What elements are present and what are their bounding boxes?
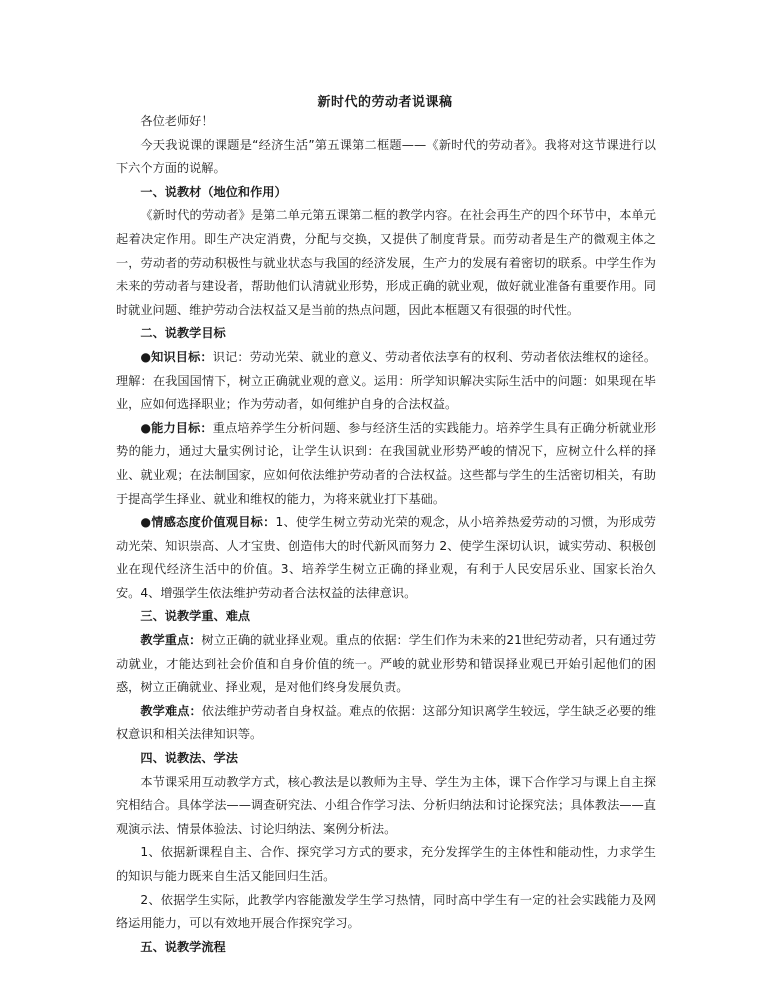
knowledge-objective-paragraph (116, 346, 656, 417)
textbook-paragraph: 《新时代的劳动者》是第二单元第五课第二框的教学内容。在社会再生产的四个环节中，本单元起着决定作用。即生产决定消费，分配与交换，又提供了制度背景。而劳动者是生产的微观主体之一，劳动者的劳动积极性与就业状态与我国的经济发展，生产力的发展有着密切的联系。中学生作为未来的劳动者与建设者，帮助他们认清就业形势，形成正确的就业观，做好就业准备有重要作用。同时就业问题、维护劳动合法权益又是当前的热点问题，因此本框题又有很强的时代性。 (116, 208, 656, 317)
key-point-label: 教学重点： (140, 633, 202, 648)
key-point-paragraph (116, 629, 656, 700)
methods-basis-1: 1、依据新课程自主、合作、探究学习方式的要求，充分发挥学生的主体性和能动性，力求学生的知识与能力既来自生活又能回归生活。 (116, 845, 656, 883)
section-heading-process: 五、说教学流程 (140, 939, 226, 954)
section-heading-textbook: 一、说教材（地位和作用） (140, 184, 287, 199)
values-objective-label: ●情感态度价值观目标： (140, 515, 276, 530)
difficulty-text: 依法维护劳动者自身权益。难点的依据：这部分知识离学生较远，学生缺乏必要的维权意识和相关法律知识等。 (116, 703, 657, 742)
values-objective-text: 1、使学生树立劳动光荣的观念，从小培养热爱劳动的习惯，为形成劳动光荣、知识崇高、人才宝贵、创造伟大的时代新风而努力 2、使学生深切认识，诚实劳动、积极创业在现代经济生活中的价值。3、培养学生树立正确的择业观，有利于人民安居乐业、国家长治久安。4、增强学生依法维护劳动者合法权益的法律意识。 (116, 515, 656, 600)
difficulty-label: 教学难点： (140, 703, 202, 718)
methods-basis-2: 2、依据学生实际，此教学内容能激发学生学习热情，同时高中学生有一定的社会实践能力及网络运用能力，可以有效地开展合作探究学习。 (116, 892, 656, 931)
knowledge-objective-text: 识记：劳动光荣、就业的意义、劳动者依法享有的权利、劳动者依法维权的途径。理解：在我国国情下，树立正确就业观的意义。运用：所学知识解决实际生活中的问题：如果现在毕业，应如何选择职业；作为劳动者，如何维护自身的合法权益。 (116, 349, 657, 412)
page-title: 新时代的劳动者说课稿 (317, 95, 453, 110)
ability-objective-label: ●能力目标： (140, 420, 213, 435)
document-body (116, 110, 656, 959)
section-heading-methods: 四、说教法、学法 (140, 751, 238, 766)
values-objective-paragraph (116, 511, 656, 605)
intro-paragraph: 今天我说课的课题是“经济生活”第五课第二框题——《新时代的劳动者》。我将对这节课进行以下六个方面的说解。 (116, 137, 656, 176)
methods-paragraph: 本节课采用互动教学方式，核心教法是以教师为主导、学生为主体，课下合作学习与课上自主探究相结合。具体学法——调查研究法、小组合作学习法、分析归纳法和讨论探究法；具体教法——直观演示法、情景体验法、讨论归纳法、案例分析法。 (116, 774, 656, 836)
knowledge-objective-label: ●知识目标： (140, 349, 213, 364)
key-point-text: 树立正确的就业择业观。重点的依据：学生们作为未来的21世纪劳动者，只有通过劳动就业，才能达到社会价值和自身价值的统一。严峻的就业形势和错误择业观已开始引起他们的困惑，树立正确就业、择业观，是对他们终身发展负责。 (116, 633, 657, 695)
ability-objective-paragraph (116, 417, 656, 511)
ability-objective-text: 重点培养学生分析问题、参与经济生活的实践能力。培养学生具有正确分析就业形势的能力，通过大量实例讨论，让学生认识到：在我国就业形势严峻的情况下，应树立什么样的择业、就业观；在法制国家，应如何依法维护劳动者的合法权益。这些都与学生的生活密切相关，有助于提高学生择业、就业和维权的能力，为将来就业打下基础。 (116, 420, 657, 506)
section-heading-key-points: 三、说教学重、难点 (140, 609, 251, 624)
greeting: 各位老师好！ (140, 114, 214, 128)
difficulty-paragraph (116, 700, 656, 747)
section-heading-objectives: 二、说教学目标 (140, 326, 226, 341)
